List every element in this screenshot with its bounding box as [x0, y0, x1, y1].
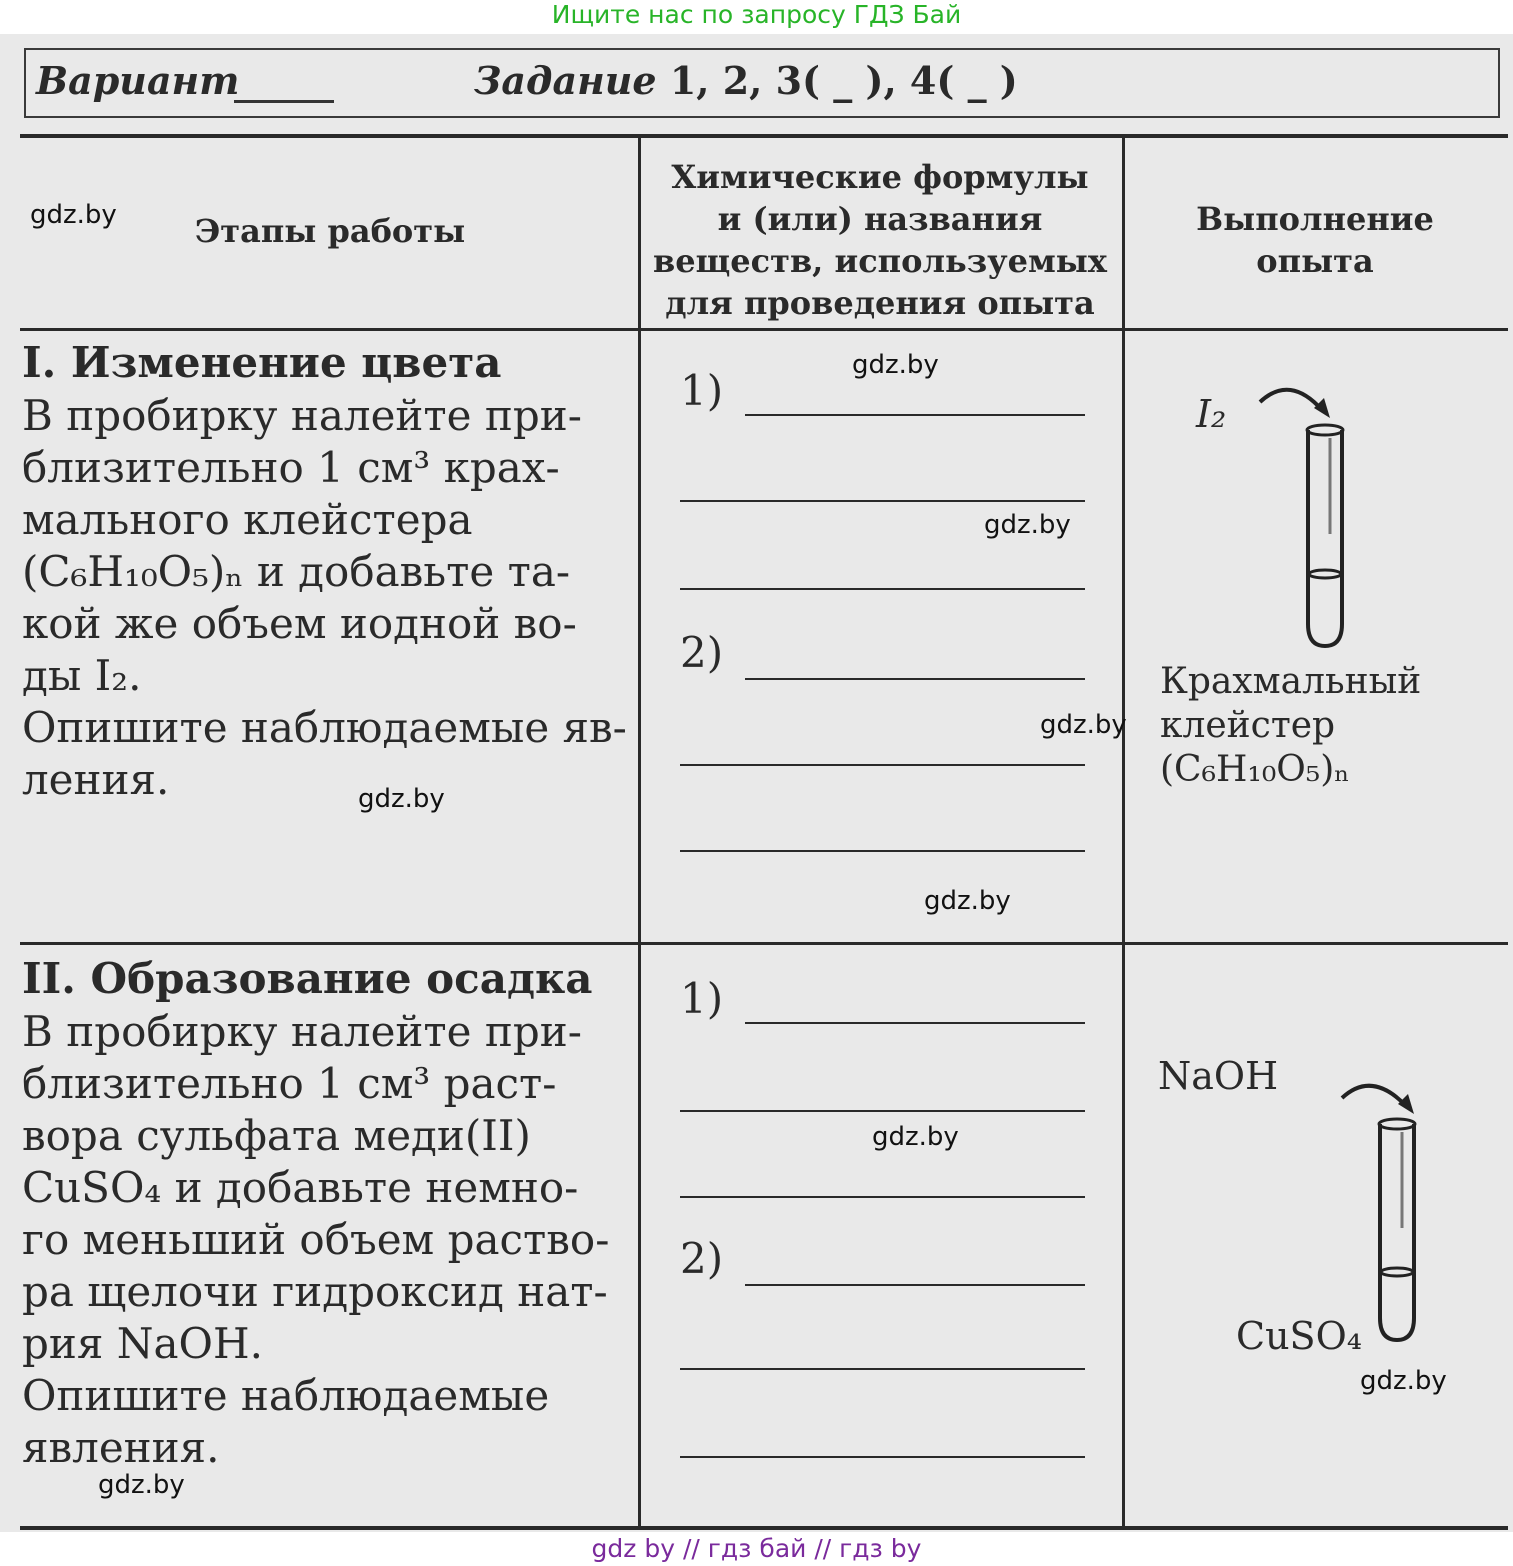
table-bottom-rule [20, 1526, 1508, 1530]
section1-text: В пробирку налейте при- близительно 1 см³ крах- мального клейстера (C₆H₁₀O₅)ₙ и добавьте та- кой же объем иодной во- ды I₂. Опишите наблюдаемые яв- ления. [22, 391, 627, 804]
watermark: gdz.by [924, 886, 1011, 916]
top-banner: Ищите нас по запросу ГДЗ Бай [0, 0, 1513, 34]
watermark: gdz.by [872, 1122, 959, 1152]
watermark: gdz.by [984, 510, 1071, 540]
section1-title: I. Изменение цвета [22, 338, 502, 387]
section1-item1-label: 1) [680, 366, 724, 415]
column-divider-2 [1122, 136, 1125, 1526]
section2-reagent: NaOH [1158, 1054, 1279, 1098]
answer-line[interactable] [680, 500, 1085, 502]
section2-item1-label: 1) [680, 974, 724, 1023]
answer-line[interactable] [745, 414, 1085, 416]
bottom-banner: gdz by // гдз бай // гдз by [0, 1532, 1513, 1566]
variant-blank [234, 100, 334, 103]
header-box [24, 48, 1500, 118]
section2-text: В пробирку налейте при- близительно 1 см³ раст- вора сульфата меди(II) CuSO₄ и добавьте немно- го меньший объем раство- ра щелочи гидроксид нат- рия NaOH. Опишите наблюдаемые явления. [22, 1007, 610, 1472]
variant-label: Вариант [36, 58, 240, 103]
column-divider-1 [638, 136, 641, 1526]
answer-line[interactable] [680, 1110, 1085, 1112]
test-tube-icon [1300, 424, 1350, 654]
arrow-icon [1250, 374, 1340, 424]
section1-item2-label: 2) [680, 628, 724, 677]
table-top-rule [20, 134, 1508, 138]
section2-title: II. Образование осадка [22, 954, 593, 1003]
section1-reagent: I₂ [1196, 392, 1227, 436]
answer-line[interactable] [680, 1368, 1085, 1370]
header-bottom-rule [20, 328, 1508, 331]
col-header-formulas: Химические формулы и (или) названия веществ, используемых для проведения опыта [653, 158, 1107, 322]
section1-caption: Крахмальный клейстер (C₆H₁₀O₅)ₙ [1160, 661, 1422, 790]
answer-line[interactable] [745, 678, 1085, 680]
section2-caption: CuSO₄ [1236, 1314, 1362, 1358]
test-tube-icon [1372, 1118, 1422, 1348]
answer-line[interactable] [745, 1284, 1085, 1286]
task-label: Задание 1, 2, 3( _ ), 4( _ ) [474, 58, 1018, 103]
watermark: gdz.by [98, 1470, 185, 1500]
answer-line[interactable] [680, 764, 1085, 766]
arrow-icon [1336, 1070, 1426, 1120]
answer-line[interactable] [680, 850, 1085, 852]
watermark: gdz.by [1360, 1366, 1447, 1396]
col-header-stages: Этапы работы [194, 212, 466, 250]
answer-line[interactable] [745, 1022, 1085, 1024]
section2-item2-label: 2) [680, 1234, 724, 1283]
watermark: gdz.by [852, 350, 939, 380]
section-divider [20, 942, 1508, 945]
answer-line[interactable] [680, 588, 1085, 590]
col-header-execution: Выполнение опыта [1196, 200, 1434, 280]
worksheet [0, 34, 1513, 1532]
watermark: gdz.by [358, 784, 445, 814]
answer-line[interactable] [680, 1456, 1085, 1458]
watermark: gdz.by [1040, 710, 1127, 740]
watermark: gdz.by [30, 200, 117, 230]
task-numbers: 1, 2, 3( _ ), 4( _ ) [669, 58, 1018, 103]
answer-line[interactable] [680, 1196, 1085, 1198]
